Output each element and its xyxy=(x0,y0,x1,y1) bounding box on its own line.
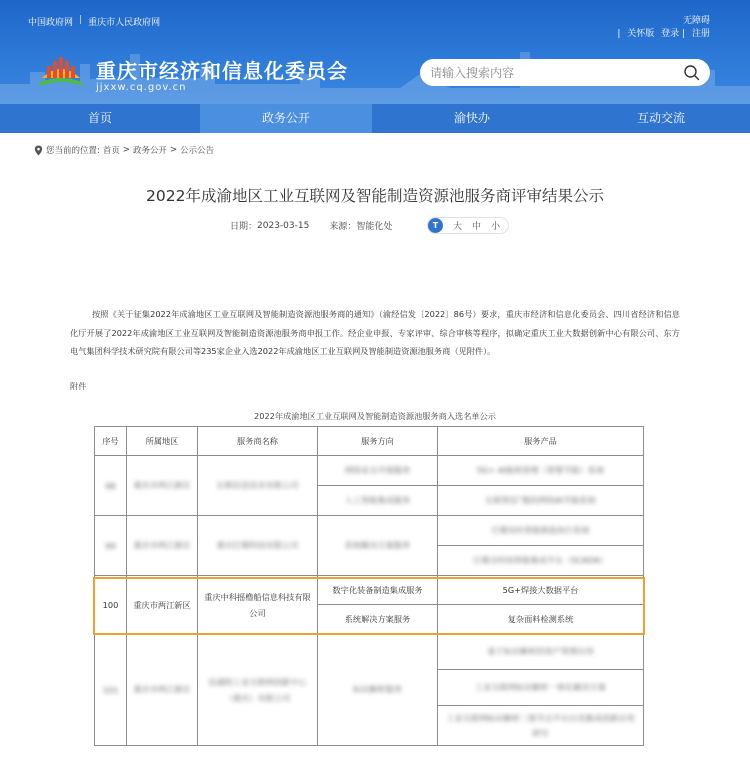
article-body: 按照《关于征集2022年成渝地区工业互联网及智能制造资源池服务商的通知》（渝经信发〔2022〕86号）要求，重庆市经济和信息化委员会、四川省经济和信息化厅开展了2022年成渝地区工业互联网及智能制造资源池服务商申报工作。经企业申报、专家评审、综合审核等程序，拟确定重庆工业大数据创新中心有限公司、东方电气集团科学技术研究院有限公司等235家企业入选2022年成渝地区工业互联网及智能制造资源池服务商（见附件）。 xyxy=(70,309,680,356)
article-title: 2022年成渝地区工业互联网及智能制造资源池服务商评审结果公示 xyxy=(146,187,604,205)
column-header: 序号 xyxy=(95,427,127,456)
breadcrumb-separator: > xyxy=(170,145,178,155)
table-caption: 2022年成渝地区工业互联网及智能制造资源池服务商入选名单公示 xyxy=(254,411,496,421)
row-product: 基于标识解析的资产管理应用 xyxy=(438,634,644,670)
gov-link[interactable]: 中国政府网 xyxy=(28,18,74,28)
site-domain: jjxxw.cq.gov.cn xyxy=(96,82,187,93)
table-header-row xyxy=(95,427,644,456)
register-link[interactable]: 注册 xyxy=(691,29,710,39)
row-number: 100 xyxy=(95,576,127,634)
row-product: 复杂面料检测系统 xyxy=(438,605,644,634)
table-row xyxy=(95,634,644,670)
location-pin-icon xyxy=(34,145,43,156)
date-value: 2023-03-15 xyxy=(257,220,310,231)
font-size-switcher xyxy=(427,217,509,234)
nav-gov-affairs[interactable]: 政务公开 xyxy=(200,104,372,133)
provider-table xyxy=(94,426,644,746)
row-name: 长联信息技术有限公司 xyxy=(198,456,318,516)
link-separator: | xyxy=(682,29,686,39)
search-icon[interactable] xyxy=(683,64,700,81)
breadcrumb xyxy=(34,144,214,156)
search-box xyxy=(420,59,710,86)
row-region: 重庆市两江新区 xyxy=(127,576,198,634)
row-direction: 标识解析服务 xyxy=(318,634,438,746)
table-row xyxy=(95,516,644,546)
article-meta xyxy=(230,219,392,232)
main-nav xyxy=(0,104,750,133)
breadcrumb-current[interactable]: 公示公告 xyxy=(180,146,215,156)
nav-yukuaiban[interactable]: 渝快办 xyxy=(453,111,490,125)
breadcrumb-separator: > xyxy=(122,145,131,155)
elder-mode-link[interactable]: 关怀版 xyxy=(627,29,655,39)
site-title[interactable]: 重庆市经济和信息化委员会 xyxy=(96,59,348,83)
row-region: 重庆市两江新区 xyxy=(127,516,198,576)
nav-home[interactable]: 首页 xyxy=(87,111,112,125)
row-number: 98 xyxy=(95,456,127,516)
font-size-small[interactable]: 小 xyxy=(491,222,501,232)
row-direction: 人工智能集成服务 xyxy=(318,486,438,516)
row-product: 5G+ AI能耗管理（智慧节能）系统 xyxy=(438,456,644,486)
top-links xyxy=(28,15,160,28)
row-product: 巴蜀全时间智能集成平台（SCADA） xyxy=(438,546,644,576)
user-links xyxy=(617,15,710,41)
link-separator: | xyxy=(79,15,83,25)
row-product: 工业互联网标识解析一体化解决方案 xyxy=(438,670,644,706)
row-name: 信通院工业互联网创新中心（重庆）有限公司 xyxy=(198,634,318,746)
source-value: 智能化处 xyxy=(356,222,393,232)
site-logo-icon[interactable] xyxy=(38,52,84,88)
site-header xyxy=(0,0,750,104)
font-size-icon: T xyxy=(428,218,443,233)
row-number: 99 xyxy=(95,516,127,576)
row-direction: 系统解决方案服务 xyxy=(318,516,438,576)
font-size-large[interactable]: 大 xyxy=(453,222,463,232)
column-header: 服务商名称 xyxy=(198,427,318,456)
row-direction: 数字化装备制造集成服务 xyxy=(318,576,438,605)
column-header: 所属地区 xyxy=(127,427,198,456)
column-header: 服务产品 xyxy=(438,427,644,456)
breadcrumb-home[interactable]: 首页 xyxy=(102,146,120,156)
row-direction: 系统解决方案服务 xyxy=(318,605,438,634)
source-label: 来源： xyxy=(329,222,357,232)
breadcrumb-section[interactable]: 政务公开 xyxy=(133,146,168,156)
login-link[interactable]: 登录 xyxy=(661,29,680,39)
attachment-label: 附件 xyxy=(70,381,87,391)
row-product: 巴蜀实时智能制造执行系统 xyxy=(438,516,644,546)
table-row-highlighted xyxy=(95,576,644,605)
row-name: 重庆巴蜀科技有限公司 xyxy=(198,516,318,576)
row-number: 101 xyxy=(95,634,127,746)
row-name: 重庆中科摇橹船信息科技有限公司 xyxy=(198,576,318,634)
row-direction: 网络安全升级服务 xyxy=(318,456,438,486)
table-row xyxy=(95,456,644,486)
row-product: 长联智信”数的网络AI节能系统 xyxy=(438,486,644,516)
city-gov-link[interactable]: 重庆市人民政府网 xyxy=(88,18,161,28)
column-header: 服务方向 xyxy=(318,427,438,456)
font-size-medium[interactable]: 中 xyxy=(472,222,482,232)
row-region: 重庆市两江新区 xyxy=(127,634,198,746)
row-region: 重庆市两江新区 xyxy=(127,456,198,516)
date-label: 日期： xyxy=(230,222,258,232)
nav-interaction[interactable]: 互动交流 xyxy=(636,111,685,125)
search-input[interactable] xyxy=(430,63,670,82)
accessibility-link[interactable]: 无障碍 xyxy=(682,16,710,26)
link-separator: | xyxy=(617,29,621,39)
breadcrumb-prefix: 您当前的位置: xyxy=(46,146,100,156)
row-product: 工业互联网标识解析二级节点平台以及集成创新应用研究 xyxy=(438,706,644,746)
row-product: 5G+焊接大数据平台 xyxy=(438,576,644,605)
